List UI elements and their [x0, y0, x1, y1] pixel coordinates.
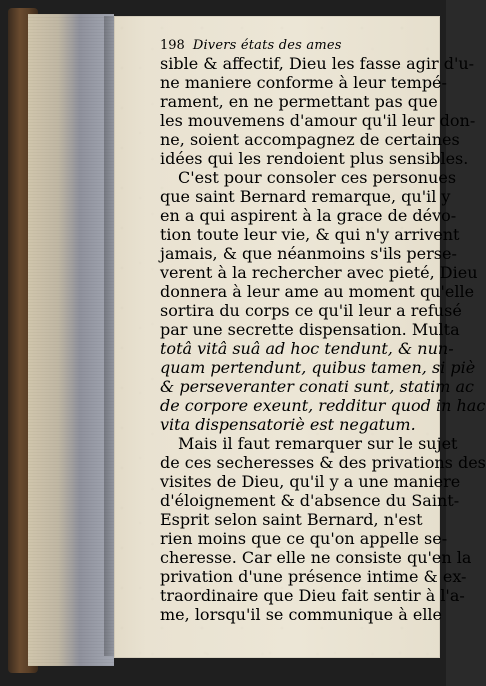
body-line: traordinaire que Dieu fait sentir à l'a-	[160, 586, 465, 605]
page-body	[160, 54, 486, 624]
body-line: que saint Bernard remarque, qu'il y	[160, 187, 451, 206]
page-stack-texture	[28, 14, 114, 666]
body-line: ne maniere conforme à leur tempé-	[160, 73, 447, 92]
running-head: Divers états des ames	[192, 38, 342, 53]
body-line: en a qui aspirent à la grace de dévo-	[160, 206, 457, 225]
latin-quote-line: totâ vitâ suâ ad hoc tendunt, & nun-	[160, 339, 454, 358]
page-header	[160, 38, 402, 54]
body-line: cheresse. Car elle ne consiste qu'en la	[160, 548, 472, 567]
body-line: par une secrette dispensation. Multa	[160, 320, 460, 339]
body-line: jamais, & que néanmoins s'ils perse-	[160, 244, 457, 263]
body-line: rament, en ne permettant pas que	[160, 92, 438, 111]
latin-quote-line: vita dispensatoriè est negatum.	[160, 415, 416, 434]
body-line: Esprit selon saint Bernard, n'est	[160, 510, 423, 529]
body-line: ne, soient accompagnez de certaines	[160, 130, 460, 149]
body-line: visites de Dieu, qu'il y a une maniere	[160, 472, 461, 491]
body-line: verent à la rechercher avec pieté, Dieu	[160, 263, 478, 282]
body-line: les mouvemens d'amour qu'il leur don-	[160, 111, 476, 130]
paragraph-start: C'est pour consoler ces personues	[178, 168, 457, 187]
body-line: sortira du corps ce qu'il leur a refusé	[160, 301, 462, 320]
body-line: privation d'une présence intime & ex-	[160, 567, 467, 586]
body-line: tion toute leur vie, & qui n'y arrivent	[160, 225, 460, 244]
body-line: de ces secheresses & des privations des	[160, 453, 486, 472]
body-line: idées qui les rendoient plus sensibles.	[160, 149, 469, 168]
page-number: 198	[160, 38, 185, 53]
latin-quote-line: & perseveranter conati sunt, statim ac	[160, 377, 474, 396]
body-line: me, lorsqu'il se communique à elle	[160, 605, 443, 624]
latin-quote-line: de corpore exeunt, redditur quod in hac	[160, 396, 486, 415]
latin-quote-line: quam pertendunt, quibus tamen, si piè	[160, 358, 476, 377]
body-line: rien moins que ce qu'on appelle se-	[160, 529, 448, 548]
body-line: donnera à leur ame au moment qu'elle	[160, 282, 475, 301]
body-line: d'éloignement & d'absence du Saint-	[160, 491, 460, 510]
body-line: sible & affectif, Dieu les fasse agir d'u-	[160, 54, 475, 73]
paragraph-start: Mais il faut remarquer sur le sujet	[178, 434, 458, 453]
